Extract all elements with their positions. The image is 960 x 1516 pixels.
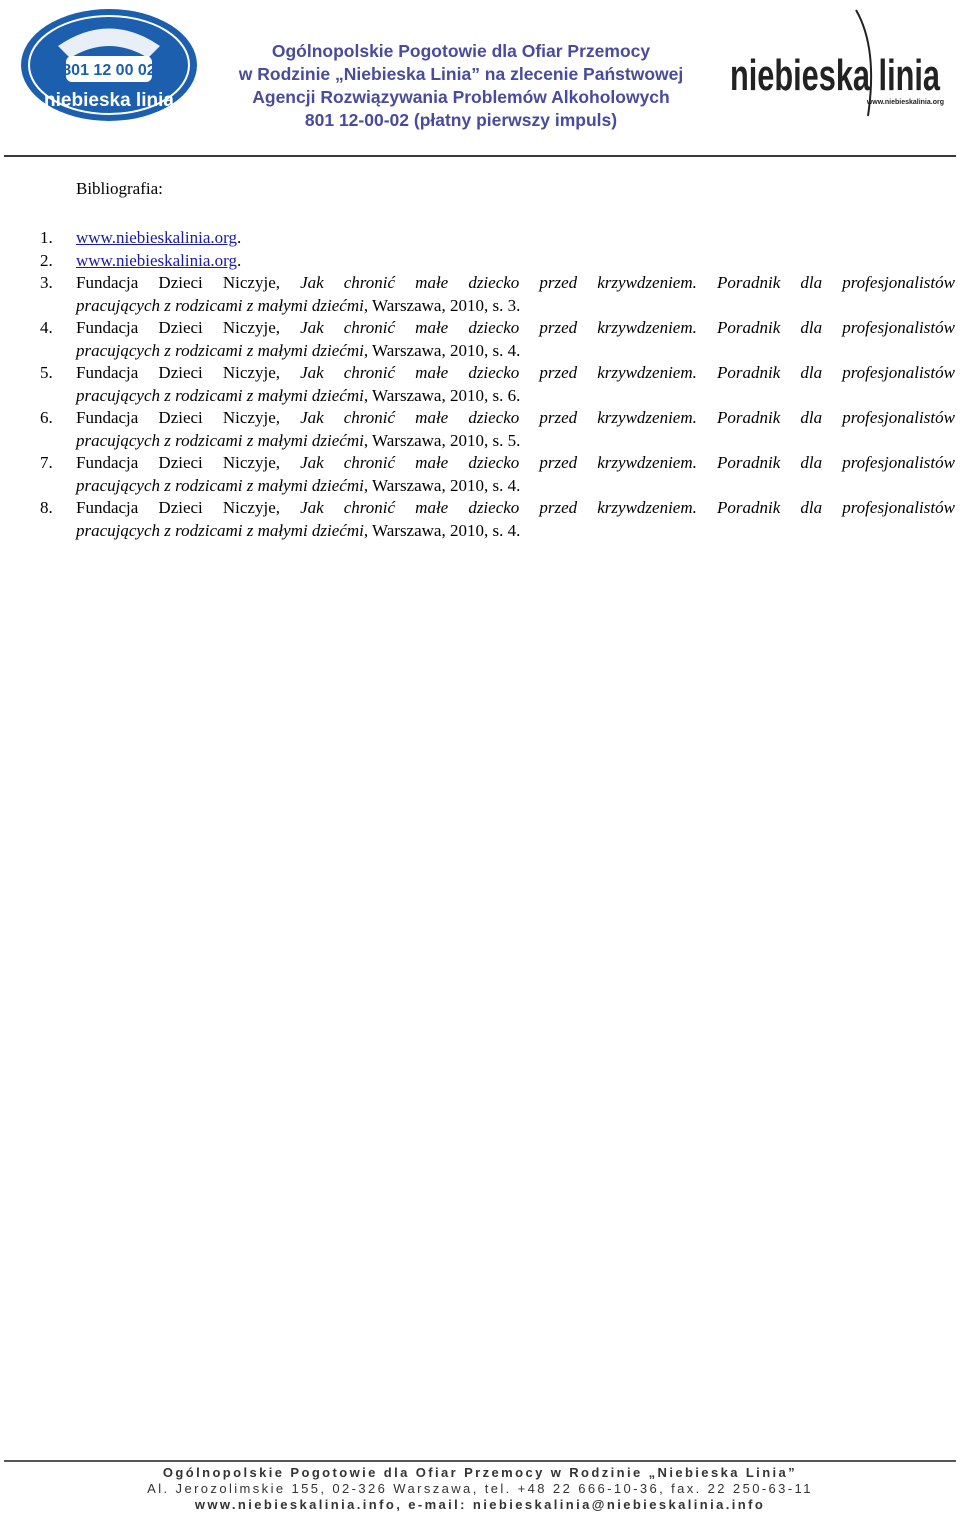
header-line: w Rodzinie „Niebieska Linia” na zlecenie Państwowej — [238, 64, 684, 84]
citation-title: krzywdzeniem. — [597, 363, 697, 382]
citation-page: 5. — [507, 430, 521, 450]
list-number: 7. — [40, 453, 53, 472]
citation-title: pracujących z rodzicami z małymi dziećmi — [76, 520, 364, 540]
citation-title: małe — [415, 273, 449, 292]
citation-line — [76, 452, 955, 475]
citation-author: Dzieci — [158, 273, 203, 292]
citation-title: dziecko — [468, 318, 520, 337]
list-number: 4. — [40, 318, 53, 337]
footer-contact: www.niebieskalinia.info, e-mail: niebieskalinia@niebieskalinia.info — [194, 1497, 766, 1512]
citation-line — [76, 295, 955, 318]
citation-title: małe — [415, 363, 449, 382]
citation-author: Niczyje, — [222, 318, 280, 337]
citation-author: Fundacja — [76, 273, 139, 292]
citation-title: Poradnik — [716, 408, 781, 427]
citation-author: Fundacja — [76, 498, 139, 517]
citation-title: pracujących z rodzicami z małymi dziećmi — [76, 295, 364, 315]
citation-title: Poradnik — [716, 363, 781, 382]
citation-author: Niczyje, — [222, 408, 280, 427]
citation-line — [76, 362, 955, 385]
citation-page: 4. — [507, 520, 521, 540]
citation-title: krzywdzeniem. — [597, 318, 697, 337]
citation-author: Dzieci — [158, 453, 203, 472]
citation-page: 6. — [507, 385, 521, 405]
citation-author: Fundacja — [76, 363, 139, 382]
citation-title: dziecko — [468, 408, 520, 427]
citation-title: dla — [800, 273, 823, 292]
citation-title: przed — [539, 318, 578, 337]
citation-line — [76, 317, 955, 340]
citation-page: 3. — [507, 295, 521, 315]
citation-author: Fundacja — [76, 453, 139, 472]
citation-title: Jak — [300, 453, 324, 472]
citation-title: Jak — [300, 318, 324, 337]
citation-title: małe — [415, 408, 449, 427]
citation-title: przed — [539, 363, 578, 382]
citation-author: Niczyje, — [222, 273, 280, 292]
citation-title: chronić — [343, 408, 396, 427]
link-suffix: . — [237, 228, 242, 247]
citation-title: małe — [415, 498, 449, 517]
citation-line — [76, 497, 955, 520]
svg-text:www.niebieskalinia.org: www.niebieskalinia.org — [866, 99, 944, 106]
citation-title: małe — [415, 453, 449, 472]
citation-author: Dzieci — [158, 408, 203, 427]
citation-author: Niczyje, — [222, 363, 280, 382]
citation-title: przed — [539, 273, 578, 292]
citation-title: pracujących z rodzicami z małymi dziećmi — [76, 430, 364, 450]
list-item — [40, 227, 955, 250]
website-link[interactable]: www.niebieskalinia.org — [76, 250, 237, 270]
citation-author: Dzieci — [158, 363, 203, 382]
list-item — [40, 362, 955, 407]
citation-title: dziecko — [468, 498, 520, 517]
citation-title: Jak — [300, 408, 324, 427]
citation-publisher: , Warszawa, 2010, s. — [363, 430, 508, 450]
citation-title: profesjonalistów — [842, 318, 955, 337]
citation-title: Jak — [300, 363, 324, 382]
list-item — [40, 250, 955, 273]
citation-title: Jak — [300, 273, 324, 292]
svg-text:niebieska linia: niebieska linia — [730, 51, 941, 100]
citation-author: Niczyje, — [222, 453, 280, 472]
niebieska-linia-phone-logo — [18, 6, 200, 124]
citation-page: 4. — [507, 340, 521, 360]
header-line: Ogólnopolskie Pogotowie dla Ofiar Przemocy — [271, 41, 651, 61]
citation-title: chronić — [343, 453, 396, 472]
niebieska-linia-wordmark-logo — [728, 8, 950, 120]
citation-line — [76, 272, 955, 295]
citation-title: chronić — [343, 363, 396, 382]
citation-author: Niczyje, — [222, 498, 280, 517]
citation-title: pracujących z rodzicami z małymi dziećmi — [76, 385, 364, 405]
list-number: 1. — [40, 228, 53, 247]
list-number: 5. — [40, 363, 53, 382]
citation-title: profesjonalistów — [842, 273, 955, 292]
citation-line — [76, 475, 955, 498]
citation-title: pracujących z rodzicami z małymi dziećmi — [76, 475, 364, 495]
citation-title: chronić — [343, 498, 396, 517]
citation-author: Fundacja — [76, 318, 139, 337]
citation-title: chronić — [343, 273, 396, 292]
citation-publisher: , Warszawa, 2010, s. — [363, 520, 508, 540]
list-number: 3. — [40, 273, 53, 292]
citation-title: przed — [539, 408, 578, 427]
link-suffix: . — [237, 250, 242, 270]
citation-title: profesjonalistów — [842, 408, 955, 427]
citation-title: małe — [415, 318, 449, 337]
citation-title: Poradnik — [716, 318, 781, 337]
citation-page: 4. — [507, 475, 521, 495]
citation-title: dla — [800, 363, 823, 382]
citation-author: Fundacja — [76, 408, 139, 427]
list-number: 6. — [40, 408, 53, 427]
page-header — [0, 0, 960, 160]
citation-title: dla — [800, 408, 823, 427]
citation-title: chronić — [343, 318, 396, 337]
citation-title: dziecko — [468, 453, 520, 472]
bibliography-list — [40, 227, 955, 542]
citation-title: dla — [800, 453, 823, 472]
citation-title: Poradnik — [716, 273, 781, 292]
list-item — [40, 272, 955, 317]
list-item — [40, 452, 955, 497]
citation-line — [76, 430, 955, 453]
citation-line — [76, 520, 955, 543]
citation-title: krzywdzeniem. — [597, 498, 697, 517]
citation-publisher: , Warszawa, 2010, s. — [363, 295, 508, 315]
list-item — [40, 317, 955, 362]
list-number: 2. — [40, 250, 53, 270]
citation-title: profesjonalistów — [842, 453, 955, 472]
citation-title: pracujących z rodzicami z małymi dziećmi — [76, 340, 364, 360]
footer-address: Al. Jerozolimskie 155, 02-326 Warszawa, tel. +48 22 666-10-36, fax. 22 250-63-11 — [147, 1481, 813, 1496]
citation-publisher: , Warszawa, 2010, s. — [363, 340, 508, 360]
list-item — [40, 407, 955, 452]
citation-title: krzywdzeniem. — [597, 273, 697, 292]
citation-title: przed — [539, 498, 578, 517]
citation-publisher: , Warszawa, 2010, s. — [363, 475, 508, 495]
website-link[interactable]: www.niebieskalinia.org — [76, 228, 237, 247]
page-footer — [0, 1465, 960, 1513]
header-line: Agencji Rozwiązywania Problemów Alkoholowych — [252, 87, 670, 107]
citation-line — [76, 385, 955, 408]
svg-text:niebieska linia: niebieska linia — [44, 90, 174, 111]
citation-title: krzywdzeniem. — [597, 453, 697, 472]
citation-author: Dzieci — [158, 498, 203, 517]
citation-title: profesjonalistów — [842, 498, 955, 517]
header-divider — [4, 155, 956, 157]
citation-title: przed — [539, 453, 578, 472]
citation-title: dla — [800, 498, 823, 517]
bibliography-heading: Bibliografia: — [76, 179, 163, 198]
citation-title: krzywdzeniem. — [597, 408, 697, 427]
citation-title: Poradnik — [716, 498, 781, 517]
list-number: 8. — [40, 498, 53, 517]
citation-author: Dzieci — [158, 318, 203, 337]
citation-title: Jak — [300, 498, 324, 517]
citation-publisher: , Warszawa, 2010, s. — [363, 385, 508, 405]
citation-title: dziecko — [468, 273, 520, 292]
svg-text:801 12 00 02: 801 12 00 02 — [62, 62, 156, 79]
header-organization-text — [196, 40, 726, 132]
citation-line — [76, 407, 955, 430]
footer-organization: Ogólnopolskie Pogotowie dla Ofiar Przemocy w Rodzinie „Niebieska Linia” — [162, 1465, 798, 1480]
citation-title: Poradnik — [716, 453, 781, 472]
footer-divider — [4, 1460, 956, 1462]
list-item — [40, 497, 955, 542]
citation-title: dziecko — [468, 363, 520, 382]
citation-line — [76, 340, 955, 363]
header-line: 801 12-00-02 (płatny pierwszy impuls) — [304, 110, 618, 130]
citation-title: dla — [800, 318, 823, 337]
citation-title: profesjonalistów — [842, 363, 955, 382]
